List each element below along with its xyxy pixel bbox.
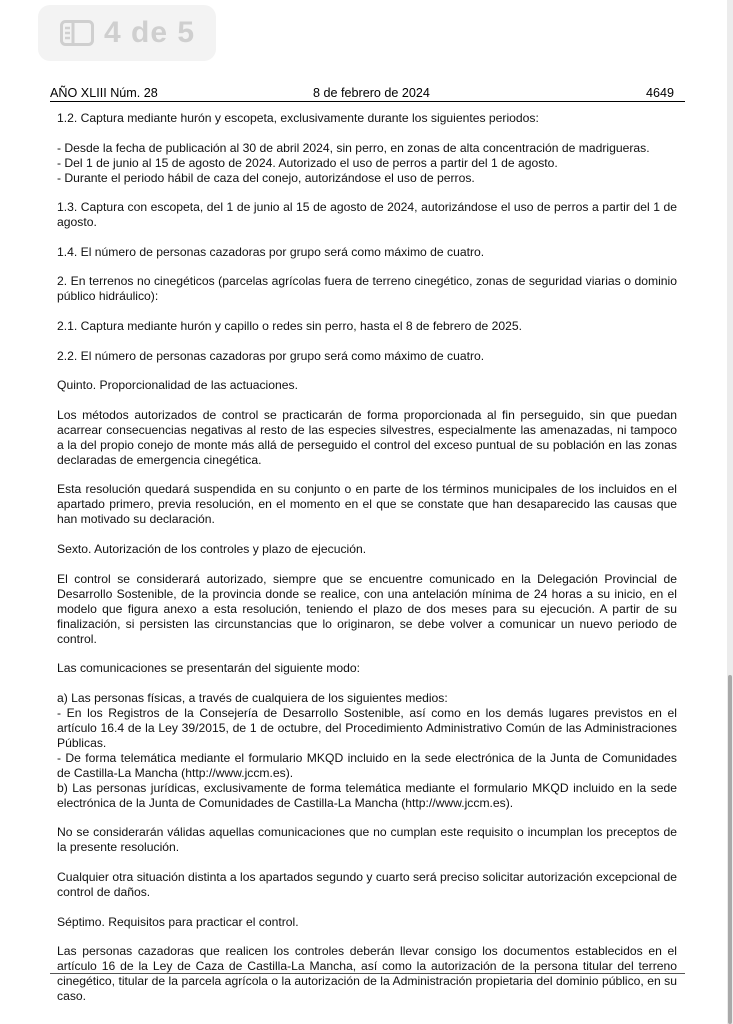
paragraph: 1.3. Captura con escopeta, del 1 de junio al 15 de agosto de 2024, autorizándose el uso de perros a partir del 1 de agosto.	[57, 200, 677, 230]
header-issue: AÑO XLIII Núm. 28	[50, 86, 158, 100]
document-body	[57, 111, 677, 1019]
scrollbar-thumb[interactable]	[728, 675, 732, 1024]
header-date: 8 de febrero de 2024	[313, 86, 430, 100]
paragraph-line: - Del 1 de junio al 15 de agosto de 2024. Autorizado el uso de perros a partir del 1 de agosto.	[57, 155, 558, 170]
pages-icon	[60, 20, 94, 46]
paragraph: 2. En terrenos no cinegéticos (parcelas agrícolas fuera de terreno cinegético, zonas de seguridad viarias o dominio público hidráulico):	[57, 274, 677, 304]
paragraph: Cualquier otra situación distinta a los apartados segundo y cuarto será preciso solicitar autorización excepcional de control de daños.	[57, 869, 677, 899]
paragraph-line: a) Las personas físicas, a través de cualquiera de los siguientes medios:	[57, 690, 448, 705]
paragraph: 1.4. El número de personas cazadoras por grupo será como máximo de cuatro.	[57, 244, 485, 259]
paragraph: El control se considerará autorizado, siempre que se encuentre comunicado en la Delegación Provincial de Desarrollo Sostenible, de la provincia donde se realice, con una antelación mínima de 24 horas a su inicio, en el modelo que figura anexo a esta resolución, teniendo el plazo de dos meses para su ejecución. A partir de su finalización, si persisten las circunstancias que lo originaron, se debe volver a comunicar un nuevo periodo de control.	[57, 571, 677, 646]
paragraph: Los métodos autorizados de control se practicarán de forma proporcionada al fin perseguido, sin que puedan acarrear consecuencias negativas al resto de las especies silvestres, especialmente las amenazadas, ni tampoco a la del propio conejo de monte más allá de perseguido el control del exceso puntual de su población en las zonas declaradas de emergencia cinegética.	[57, 407, 677, 467]
paragraph: No se considerarán válidas aquellas comunicaciones que no cumplan este requisito o incumplan los preceptos de la presente resolución.	[57, 825, 677, 855]
header-page-number: 4649	[645, 86, 674, 100]
paragraph: Las comunicaciones se presentarán del siguiente modo:	[57, 661, 361, 676]
paragraph: 2.1. Captura mediante hurón y capillo o redes sin perro, hasta el 8 de febrero de 2025.	[57, 318, 523, 333]
document-header	[50, 86, 674, 102]
paragraph: Séptimo. Requisitos para practicar el control.	[57, 914, 299, 929]
paragraph-line: - De forma telemática mediante el formulario MKQD incluido en la sede electrónica de la Junta de Comunidades de Castilla-La Mancha (http://www.jccm.es).	[57, 750, 677, 780]
paragraph-line: - Durante el periodo hábil de caza del conejo, autorizándose el uso de perros.	[57, 170, 475, 185]
paragraph: 1.2. Captura mediante hurón y escopeta, exclusivamente durante los siguientes periodos:	[57, 111, 539, 125]
page-indicator-badge[interactable]	[38, 5, 216, 61]
paragraph: Quinto. Proporcionalidad de las actuaciones.	[57, 378, 298, 393]
paragraph: Las personas cazadoras que realicen los controles deberán llevar consigo los documentos establecidos en el artículo 16 de la Ley de Caza de Castilla-La Mancha, así como la autorización de la persona titular del terreno cinegético, titular de la parcela agrícola o la autorización de la Administración propietaria del dominio público, en su caso.	[57, 944, 677, 1004]
paragraph: Esta resolución quedará suspendida en su conjunto o en parte de los términos municipales de los incluidos en el apartado primero, previa resolución, en el momento en el que se constate que han desaparecido las causas que han motivado su declaración.	[57, 482, 677, 527]
paragraph	[57, 141, 677, 186]
paragraph: Sexto. Autorización de los controles y plazo de ejecución.	[57, 541, 367, 556]
scrollbar-track[interactable]	[727, 0, 733, 1024]
paragraph-line: - En los Registros de la Consejería de Desarrollo Sostenible, así como en los demás lugares previstos en el artículo 16.4 de la Ley 39/2015, de 1 de octubre, del Procedimiento Administrativo Común de las Administraciones Públicas.	[57, 705, 677, 750]
paragraph	[57, 691, 677, 811]
page-indicator-text: 4 de 5	[104, 16, 196, 49]
paragraph-line: - Desde la fecha de publicación al 30 de abril 2024, sin perro, en zonas de alta concentración de madrigueras.	[57, 140, 650, 155]
paragraph: 2.2. El número de personas cazadoras por grupo será como máximo de cuatro.	[57, 348, 485, 363]
paragraph-line: b) Las personas jurídicas, exclusivamente de forma telemática mediante el formulario MKQD incluido en la sede electrónica de la Junta de Comunidades de Castilla-La Mancha (http://www.jccm.es).	[57, 780, 677, 810]
header-divider	[50, 101, 685, 102]
footer-divider	[50, 973, 685, 974]
